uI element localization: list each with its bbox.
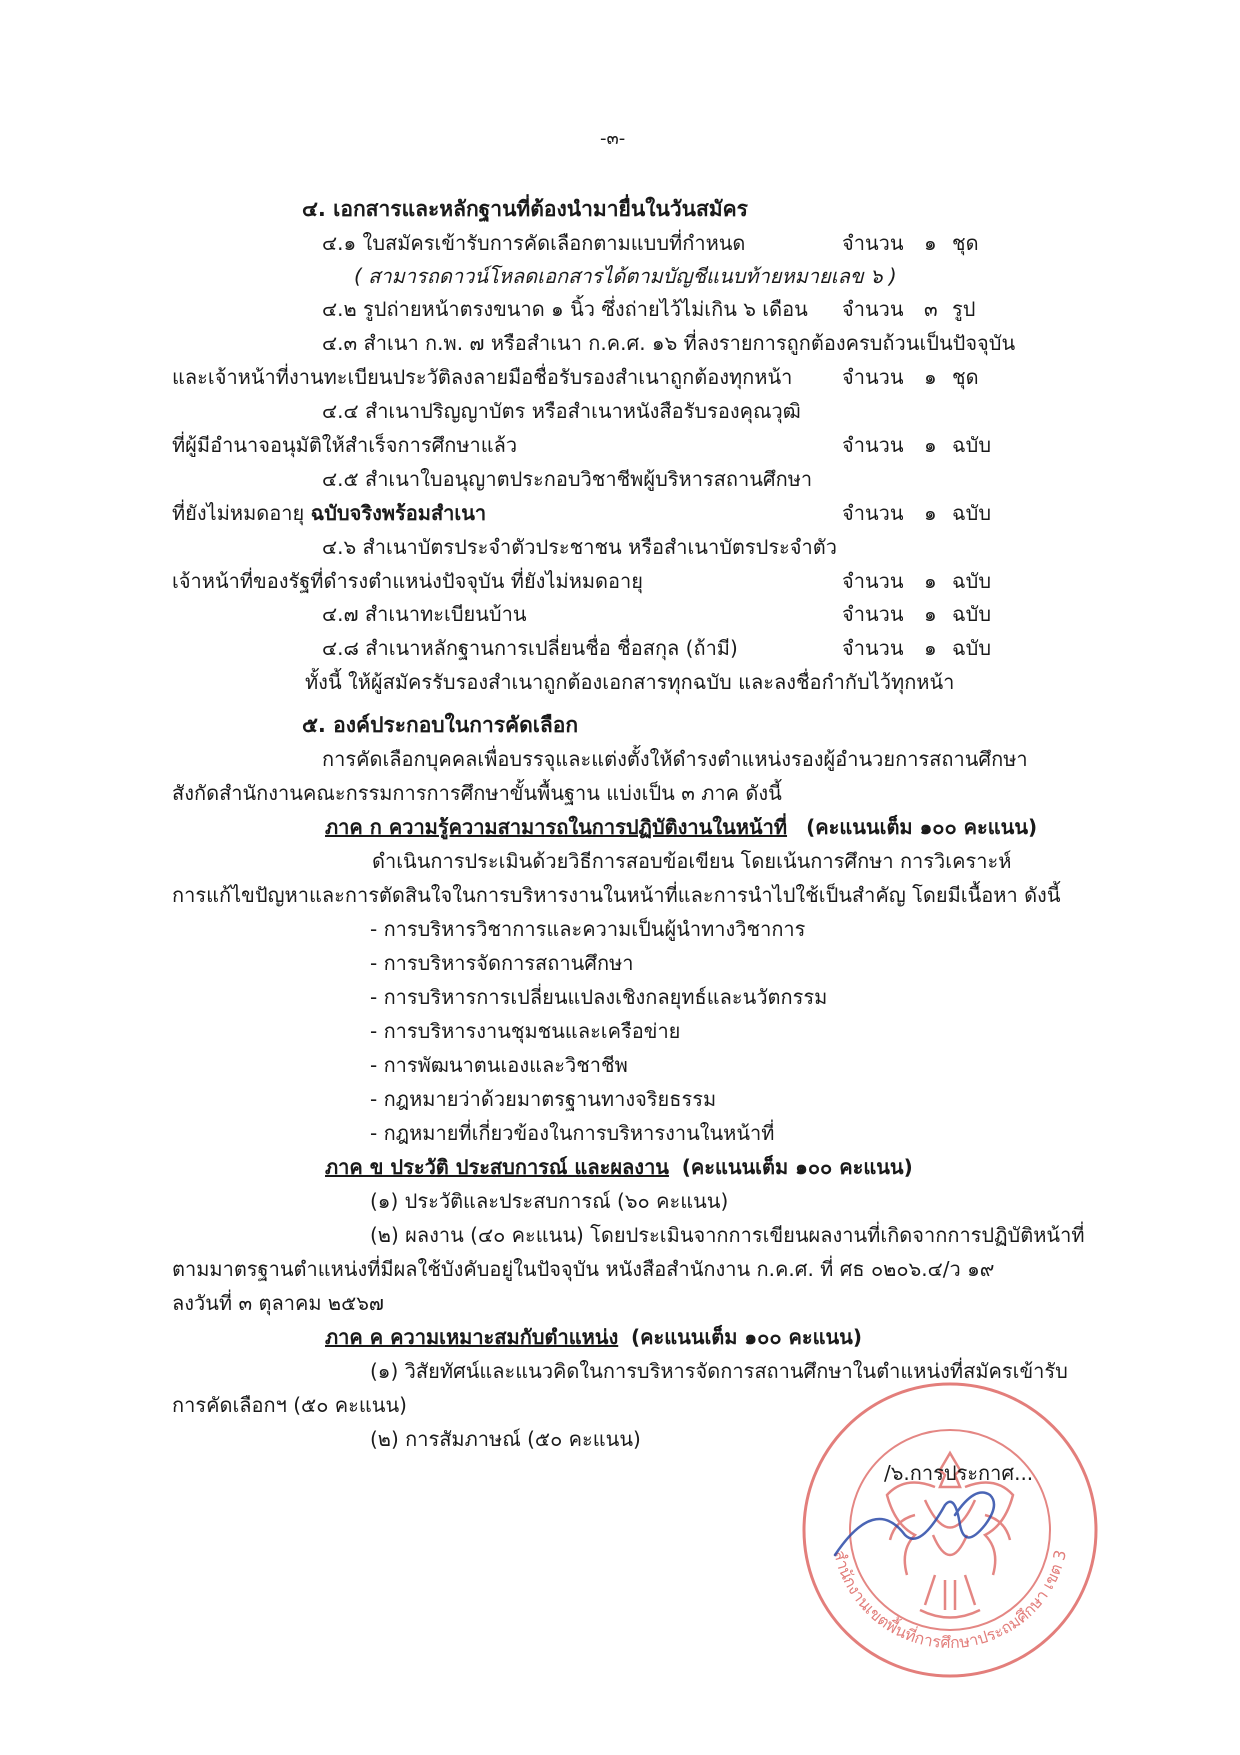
item-4-5-qty-label: จำนวน xyxy=(842,501,904,525)
item-4-3-line1: ๔.๓ สำเนา ก.พ. ๗ หรือสำเนา ก.ค.ศ. ๑๖ ที่ลงรายการถูกต้องครบถ้วนเป็นปัจจุบัน xyxy=(322,331,1016,355)
item-4-5-qty: ๑ xyxy=(924,501,937,525)
item-4-5-unit: ฉบับ xyxy=(952,501,992,525)
item-4-1-qty: ๑ xyxy=(924,231,937,255)
section4-heading: ๔. เอกสารและหลักฐานที่ต้องนำมายื่นในวันสมัคร xyxy=(302,197,748,221)
part-a-desc-line1: ดำเนินการประเมินด้วยวิธีการสอบข้อเขียน โดยเน้นการศึกษา การวิเคราะห์ xyxy=(372,849,1012,873)
item-4-2-qty: ๓ xyxy=(924,297,938,321)
part-b-item2-line2: ตามมาตรฐานตำแหน่งที่มีผลใช้บังคับอยู่ในปัจจุบัน หนังสือสำนักงาน ก.ค.ศ. ที่ ศธ ๐๒๐๖.๔/ว ๑๙ xyxy=(172,1257,995,1281)
item-4-8-qty-label: จำนวน xyxy=(842,636,904,660)
section5-intro-line2: สังกัดสำนักงานคณะกรรมการการศึกษาขั้นพื้นฐาน แบ่งเป็น ๓ ภาค ดังนี้ xyxy=(172,781,782,805)
part-b-heading xyxy=(325,1154,913,1180)
part-a-topic: - การบริหารจัดการสถานศึกษา xyxy=(370,951,634,975)
item-4-1-text: ๔.๑ ใบสมัครเข้ารับการคัดเลือกตามแบบที่กำหนด xyxy=(322,231,746,255)
part-c-heading xyxy=(325,1324,862,1350)
item-4-8-qty: ๑ xyxy=(924,636,937,660)
item-4-2-unit: รูป xyxy=(952,297,976,321)
item-4-5-line2-b: ฉบับจริงพร้อมสำเนา xyxy=(310,501,487,525)
part-a-topic: - กฎหมายที่เกี่ยวข้องในการบริหารงานในหน้าที่ xyxy=(370,1121,775,1145)
part-b-item2-line1: (๒) ผลงาน (๔๐ คะแนน) โดยประเมินจากการเขียนผลงานที่เกิดจากการปฏิบัติหน้าที่ xyxy=(370,1223,1085,1247)
item-4-3-qty-label: จำนวน xyxy=(842,365,904,389)
signature-scribble xyxy=(835,1493,994,1556)
section5-intro-line1: การคัดเลือกบุคคลเพื่อบรรจุและแต่งตั้งให้ดำรงตำแหน่งรองผู้อำนวยการสถานศึกษา xyxy=(322,747,1028,771)
page-number: -๓- xyxy=(600,128,626,149)
official-seal-stamp xyxy=(795,1375,1105,1685)
item-4-4-line1: ๔.๔ สำเนาปริญญาบัตร หรือสำเนาหนังสือรับรองคุณวุฒิ xyxy=(322,399,801,423)
part-a-topic: - กฎหมายว่าด้วยมาตรฐานทางจริยธรรม xyxy=(370,1087,717,1111)
item-4-7-text: ๔.๗ สำเนาทะเบียนบ้าน xyxy=(322,602,527,626)
part-b-item2-line3: ลงวันที่ ๓ ตุลาคม ๒๕๖๗ xyxy=(172,1291,384,1315)
item-4-2-qty-label: จำนวน xyxy=(842,297,904,321)
svg-text:สำนักงานเขตพื้นที่การศึกษาประถ xyxy=(830,1548,1070,1652)
part-a-topic: - การพัฒนาตนเองและวิชาชีพ xyxy=(370,1053,628,1077)
part-a-topic: - การบริหารวิชาการและความเป็นผู้นำทางวิชาการ xyxy=(370,917,806,941)
item-4-7-qty: ๑ xyxy=(924,602,937,626)
part-a-topic: - การบริหารงานชุมชนและเครือข่าย xyxy=(370,1019,681,1043)
part-c-title: ภาค ค ความเหมาะสมกับตำแหน่ง xyxy=(325,1325,619,1349)
item-4-1-note: ( สามารถดาวน์โหลดเอกสารได้ตามบัญชีแนบท้ายหมายเลข ๖ ) xyxy=(354,264,897,288)
part-a-title: ภาค ก ความรู้ความสามารถในการปฏิบัติงานในหน้าที่ xyxy=(325,815,788,839)
part-b-item1: (๑) ประวัติและประสบการณ์ (๖๐ คะแนน) xyxy=(370,1189,729,1213)
item-4-4-line2: ที่ผู้มีอำนาจอนุมัติให้สำเร็จการศึกษาแล้ว xyxy=(172,433,518,457)
item-4-1-qty-label: จำนวน xyxy=(842,231,904,255)
part-a-score: (คะแนนเต็ม ๑๐๐ คะแนน) xyxy=(806,815,1038,839)
item-4-6-qty-label: จำนวน xyxy=(842,569,904,593)
item-4-5-line2 xyxy=(172,500,486,526)
item-4-4-qty: ๑ xyxy=(924,433,937,457)
item-4-3-qty: ๑ xyxy=(924,365,937,389)
item-4-3-line2: และเจ้าหน้าที่งานทะเบียนประวัติลงลายมือชื่อรับรองสำเนาถูกต้องทุกหน้า xyxy=(172,365,793,389)
item-4-5-line2-a: ที่ยังไม่หมดอายุ xyxy=(172,501,311,525)
item-4-6-unit: ฉบับ xyxy=(952,569,992,593)
part-a-desc-line2: การแก้ไขปัญหาและการตัดสินใจในการบริหารงานในหน้าที่และการนำไปใช้เป็นสำคัญ โดยมีเนื้อหา ดังนี้ xyxy=(172,883,1061,907)
item-4-7-qty-label: จำนวน xyxy=(842,602,904,626)
item-4-2-text: ๔.๒ รูปถ่ายหน้าตรงขนาด ๑ นิ้ว ซึ่งถ่ายไว้ไม่เกิน ๖ เดือน xyxy=(322,297,808,321)
part-b-title: ภาค ข ประวัติ ประสบการณ์ และผลงาน xyxy=(325,1155,669,1179)
section4-note: ทั้งนี้ ให้ผู้สมัครรับรองสำเนาถูกต้องเอกสารทุกฉบับ และลงชื่อกำกับไว้ทุกหน้า xyxy=(305,670,955,694)
item-4-8-text: ๔.๘ สำเนาหลักฐานการเปลี่ยนชื่อ ชื่อสกุล (ถ้ามี) xyxy=(322,636,738,660)
part-c-score: (คะแนนเต็ม ๑๐๐ คะแนน) xyxy=(630,1325,862,1349)
item-4-6-qty: ๑ xyxy=(924,569,937,593)
part-b-score: (คะแนนเต็ม ๑๐๐ คะแนน) xyxy=(681,1155,913,1179)
item-4-5-line1: ๔.๕ สำเนาใบอนุญาตประกอบวิชาชีพผู้บริหารสถานศึกษา xyxy=(322,467,813,491)
item-4-1-unit: ชุด xyxy=(952,231,979,255)
part-c-item1-line2: การคัดเลือกฯ (๕๐ คะแนน) xyxy=(172,1393,407,1417)
seal-ring-text: สำนักงานเขตพื้นที่การศึกษาประถมศึกษา เขต 3 xyxy=(829,1548,1071,1653)
part-a-topic: - การบริหารการเปลี่ยนแปลงเชิงกลยุทธ์และนวัตกรรม xyxy=(370,985,828,1009)
item-4-7-unit: ฉบับ xyxy=(952,602,992,626)
part-c-item1-line1: (๑) วิสัยทัศน์และแนวคิดในการบริหารจัดการสถานศึกษาในตำแหน่งที่สมัครเข้ารับ xyxy=(370,1359,1068,1383)
item-4-8-unit: ฉบับ xyxy=(952,636,992,660)
item-4-3-unit: ชุด xyxy=(952,365,979,389)
item-4-6-line1: ๔.๖ สำเนาบัตรประจำตัวประชาชน หรือสำเนาบัตรประจำตัว xyxy=(322,535,837,559)
item-4-6-line2: เจ้าหน้าที่ของรัฐที่ดำรงตำแหน่งปัจจุบัน ที่ยังไม่หมดอายุ xyxy=(172,569,644,593)
continue-marker: /๖.การประกาศ... xyxy=(884,1461,1034,1485)
section5-heading: ๕. องค์ประกอบในการคัดเลือก xyxy=(302,713,579,737)
part-c-item2: (๒) การสัมภาษณ์ (๕๐ คะแนน) xyxy=(370,1427,641,1451)
item-4-4-qty-label: จำนวน xyxy=(842,433,904,457)
part-a-heading xyxy=(325,814,1037,840)
item-4-4-unit: ฉบับ xyxy=(952,433,992,457)
seal-outer-ring xyxy=(804,1384,1096,1676)
